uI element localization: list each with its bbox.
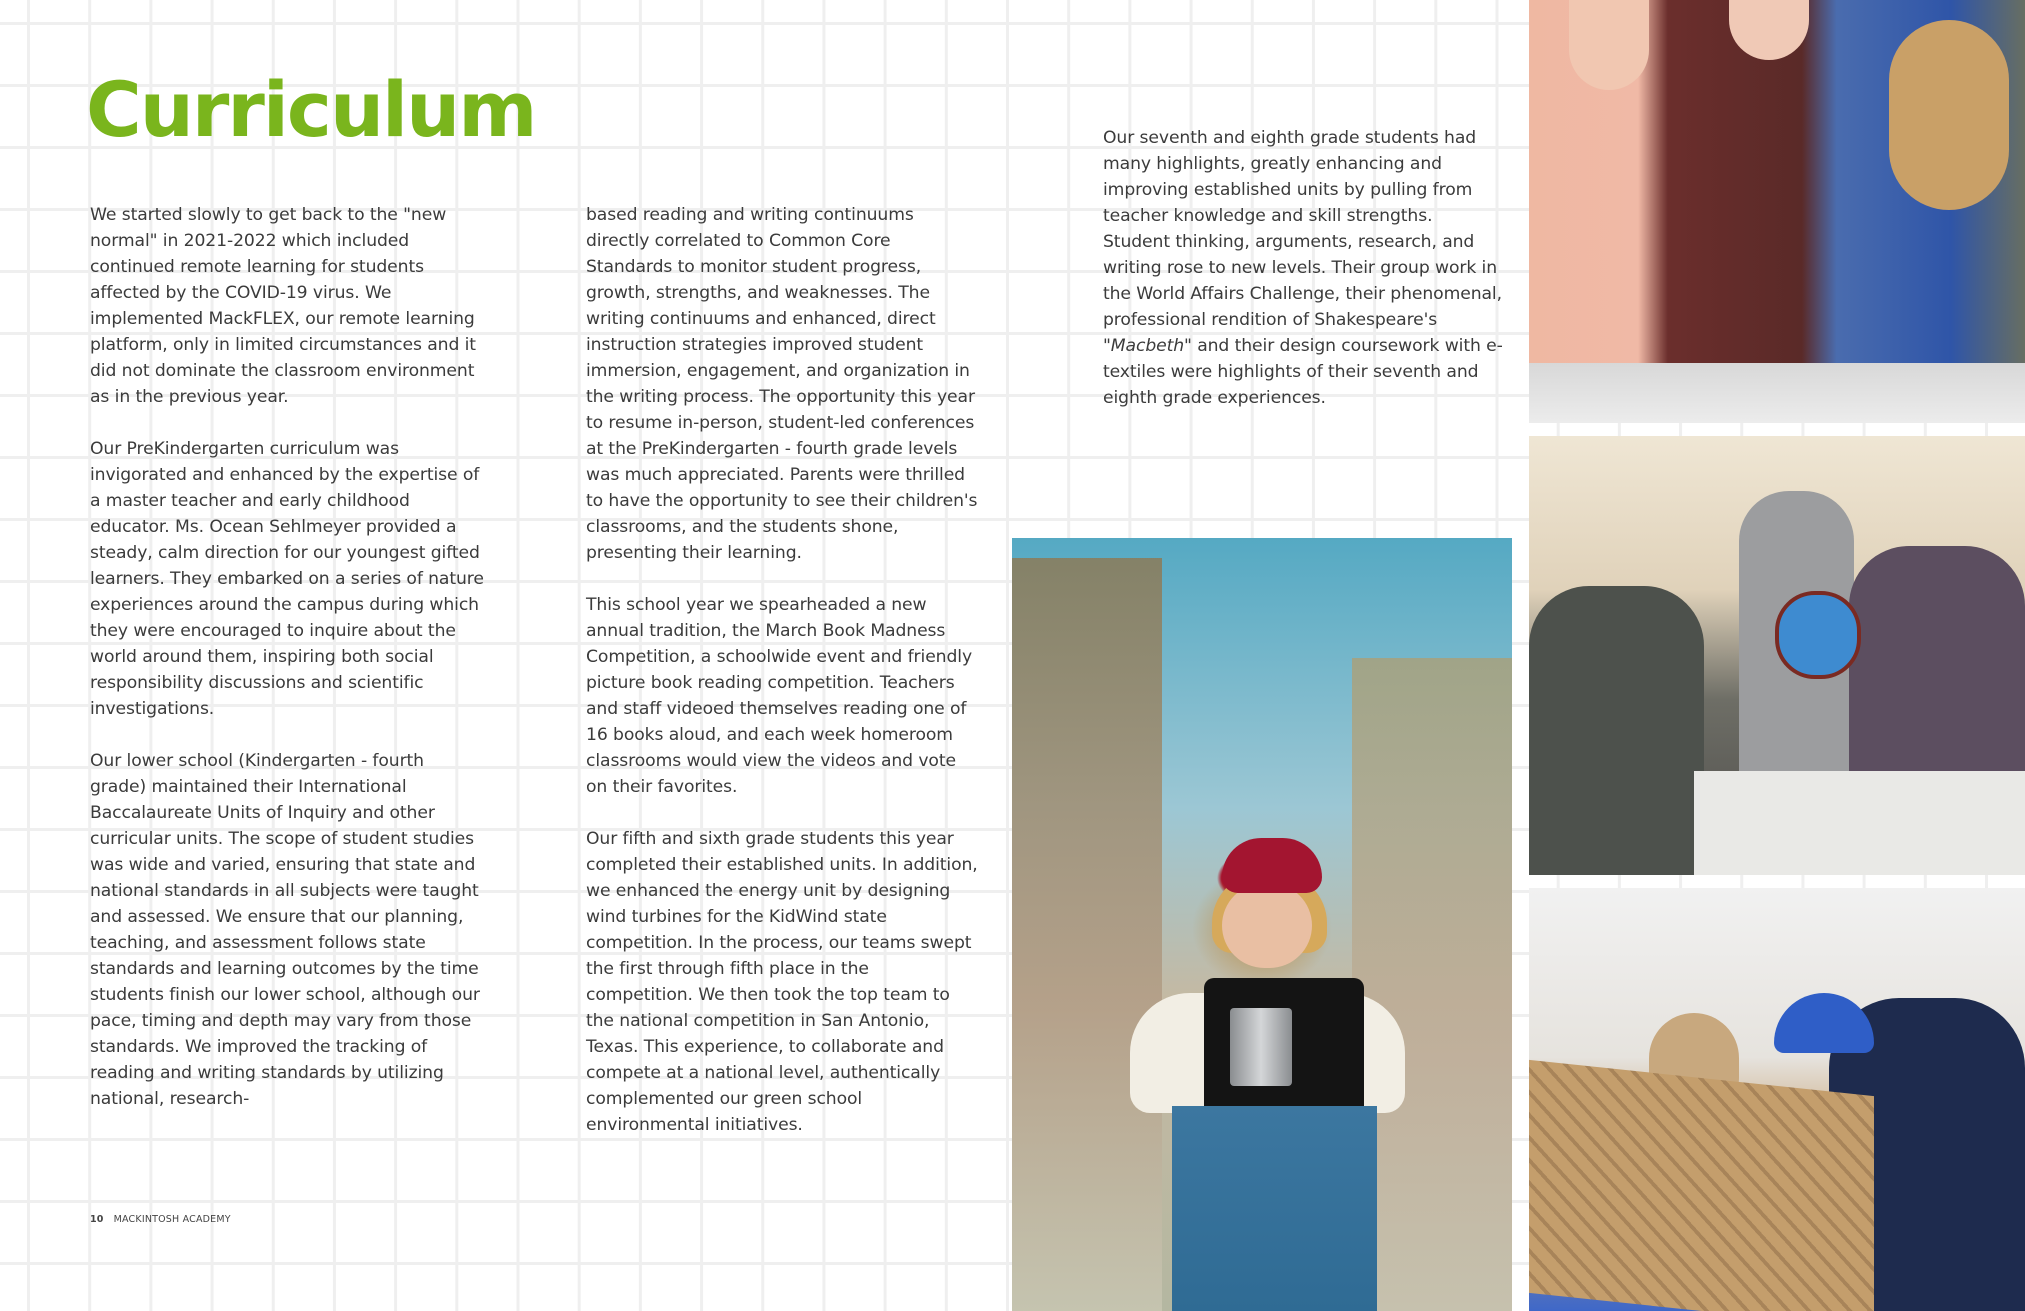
paragraph-march-book-madness: This school year we spearheaded a new annual tradition, the March Book Madness Competition, a schoolwide event and friendly picture book reading competition. Teachers and staff videoed themselves reading one of 16 books aloud, and each week homeroom classrooms would view the videos and vote on their favorites. <box>586 595 973 797</box>
paragraph-remote-learning: We started slowly to get back to the "new normal" in 2021-2022 which included continued remote learning for students affected by the COVID-19 virus. We implemented MackFLEX, our remote learning platform, only in limited circumstances and it did not dominate the classroom environment as in the previous year. <box>90 205 476 407</box>
photo-cardboard-maze <box>1529 888 2025 1311</box>
paragraph-continuums: based reading and writing continuums directly correlated to Common Core Standards to monitor student progress, growth, strengths, and weaknesses. The writing continuums and enhanced, direct instruction strategies improved student immersion, engagement, and organization in the writing process. The opportunity this year to resume in-person, student-led conferences at the PreKindergarten - fourth grade levels was much appreciated. Parents were thrilled to have the opportunity to see their children's classrooms, and the students shone, presenting their learning. <box>586 205 978 563</box>
costume-skirt <box>1172 1106 1377 1311</box>
child-1 <box>1569 0 1649 90</box>
child-3 <box>1889 20 2009 210</box>
table-surface <box>1529 363 2025 423</box>
teacher <box>1529 586 1704 875</box>
text-column-1 <box>90 202 485 1138</box>
paragraph-seventh-eighth-grade <box>1103 125 1503 411</box>
performer-face <box>1222 883 1312 968</box>
cardboard-maze <box>1529 1060 1874 1311</box>
paragraph-fifth-sixth-grade: Our fifth and sixth grade students this year completed their established units. In addition, we enhanced the energy unit by designing wind turbines for the KidWind state competition. In the process, our teams swept the first through fifth place in the competition. We then took the top team to the national competition in San Antonio, Texas. This experience, to collaborate and compete at a national level, authentically complemented our green school environmental initiatives. <box>586 829 978 1135</box>
backdrop-building-left <box>1012 558 1162 1311</box>
baseball-cap <box>1774 993 1874 1053</box>
paragraph-text-end: and their design coursework with e-textiles were highlights of their seventh and eighth grade experiences. <box>1103 336 1503 408</box>
text-column-3 <box>1103 125 1503 437</box>
macbeth-title: "Macbeth" <box>1103 336 1192 356</box>
performer-hat <box>1222 838 1322 893</box>
paragraph-lower-school: Our lower school (Kindergarten - fourth grade) maintained their International Baccalaureate Units of Inquiry and other curricular units. The scope of student studies was wide and varied, ensuring that state and national standards in all subjects were taught and assessed. We ensure that our planning, teaching, and assessment follows state standards and learning outcomes by the time students finish our lower school, although our pace, timing and depth may vary from those standards. We improved the tracking of reading and writing standards by utilizing national, research- <box>90 751 480 1109</box>
pewter-mug <box>1230 1008 1292 1086</box>
photo-student-conference <box>1529 436 2025 875</box>
page-title: Curriculum <box>86 65 536 154</box>
paragraph-prekindergarten: Our PreKindergarten curriculum was invigorated and enhanced by the expertise of a master teacher and early childhood educator. Ms. Ocean Sehlmeyer provided a steady, calm direction for our youngest gifted learners. They embarked on a series of nature experiences around the campus during which they were encouraged to inquire about the world around them, inspiring both social responsibility discussions and scientific investigations. <box>90 439 484 719</box>
photo-prek-experiment <box>1529 0 2025 423</box>
page-number: 10 <box>90 1214 104 1225</box>
paragraph-text-start: Our seventh and eighth grade students had many highlights, greatly enhancing and improving established units by pulling from teacher knowledge and skill strengths. Student thinking, arguments, research, and writing rose to new levels. Their group work in the World Affairs Challenge, their phenomenal, professional rendition of Shakespeare's <box>1103 128 1502 330</box>
photo-macbeth-performance <box>1012 538 1512 1311</box>
child-2 <box>1729 0 1809 60</box>
student-drawing <box>1775 591 1861 679</box>
page-footer <box>90 1214 231 1225</box>
publication-name: MACKINTOSH ACADEMY <box>113 1214 231 1225</box>
text-column-2 <box>586 202 981 1164</box>
papers-on-table <box>1694 771 2025 875</box>
